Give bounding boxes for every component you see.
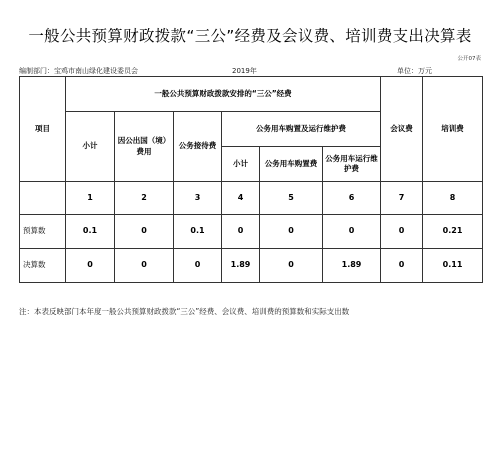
blank-cell bbox=[20, 182, 66, 215]
table-row bbox=[20, 249, 483, 283]
travel-header: 因公出国（境）费用 bbox=[115, 112, 174, 182]
table-cell: 0 bbox=[381, 249, 423, 283]
col-number: 7 bbox=[381, 182, 423, 215]
vehicle-group-header: 公务用车购置及运行维护费 bbox=[222, 112, 381, 147]
col-number: 3 bbox=[174, 182, 222, 215]
col-number: 4 bbox=[222, 182, 260, 215]
col-number: 5 bbox=[260, 182, 323, 215]
table-cell: 0.1 bbox=[174, 215, 222, 249]
group-header: 一般公共预算财政拨款安排的“三公”经费 bbox=[66, 77, 381, 112]
table-cell: 0 bbox=[381, 215, 423, 249]
row-label: 决算数 bbox=[20, 249, 66, 283]
page-title: 一般公共预算财政拨款“三公”经费及会议费、培训费支出决算表 bbox=[28, 27, 472, 45]
table-cell: 1.89 bbox=[222, 249, 260, 283]
vehicle-operation-header: 公务用车运行维护费 bbox=[323, 147, 381, 182]
currency-label: 单位：万元 bbox=[397, 67, 432, 75]
col-number: 8 bbox=[423, 182, 483, 215]
meeting-header: 会议费 bbox=[381, 77, 423, 182]
table-cell: 0 bbox=[66, 249, 115, 283]
col-number: 2 bbox=[115, 182, 174, 215]
table-cell: 0 bbox=[115, 215, 174, 249]
form-code: 公开07表 bbox=[457, 56, 481, 62]
table-cell: 0 bbox=[115, 249, 174, 283]
vehicle-purchase-header: 公务用车购置费 bbox=[260, 147, 323, 182]
col-number: 1 bbox=[66, 182, 115, 215]
table-cell: 1.89 bbox=[323, 249, 381, 283]
row-label: 预算数 bbox=[20, 215, 66, 249]
column-number-row bbox=[20, 182, 483, 215]
table-cell: 0.21 bbox=[423, 215, 483, 249]
expenditure-table bbox=[19, 76, 483, 283]
item-header: 项目 bbox=[20, 77, 66, 182]
table-cell: 0 bbox=[260, 215, 323, 249]
year-label: 2019年 bbox=[232, 67, 257, 75]
table-cell: 0 bbox=[260, 249, 323, 283]
training-header: 培训费 bbox=[423, 77, 483, 182]
table-cell: 0.1 bbox=[66, 215, 115, 249]
table-row bbox=[20, 215, 483, 249]
table-cell: 0 bbox=[222, 215, 260, 249]
subtotal-header: 小计 bbox=[66, 112, 115, 182]
table-cell: 0 bbox=[323, 215, 381, 249]
table-cell: 0 bbox=[174, 249, 222, 283]
unit-label: 编制部门：宝鸡市南山绿化建设委员会 bbox=[19, 67, 138, 75]
table-cell: 0.11 bbox=[423, 249, 483, 283]
vehicle-subtotal-header: 小计 bbox=[222, 147, 260, 182]
footnote: 注：本表反映部门本年度一般公共预算财政拨款“三公”经费、会议费、培训费的预算数和实际支出数 bbox=[19, 307, 350, 316]
col-number: 6 bbox=[323, 182, 381, 215]
reception-header: 公务接待费 bbox=[174, 112, 222, 182]
